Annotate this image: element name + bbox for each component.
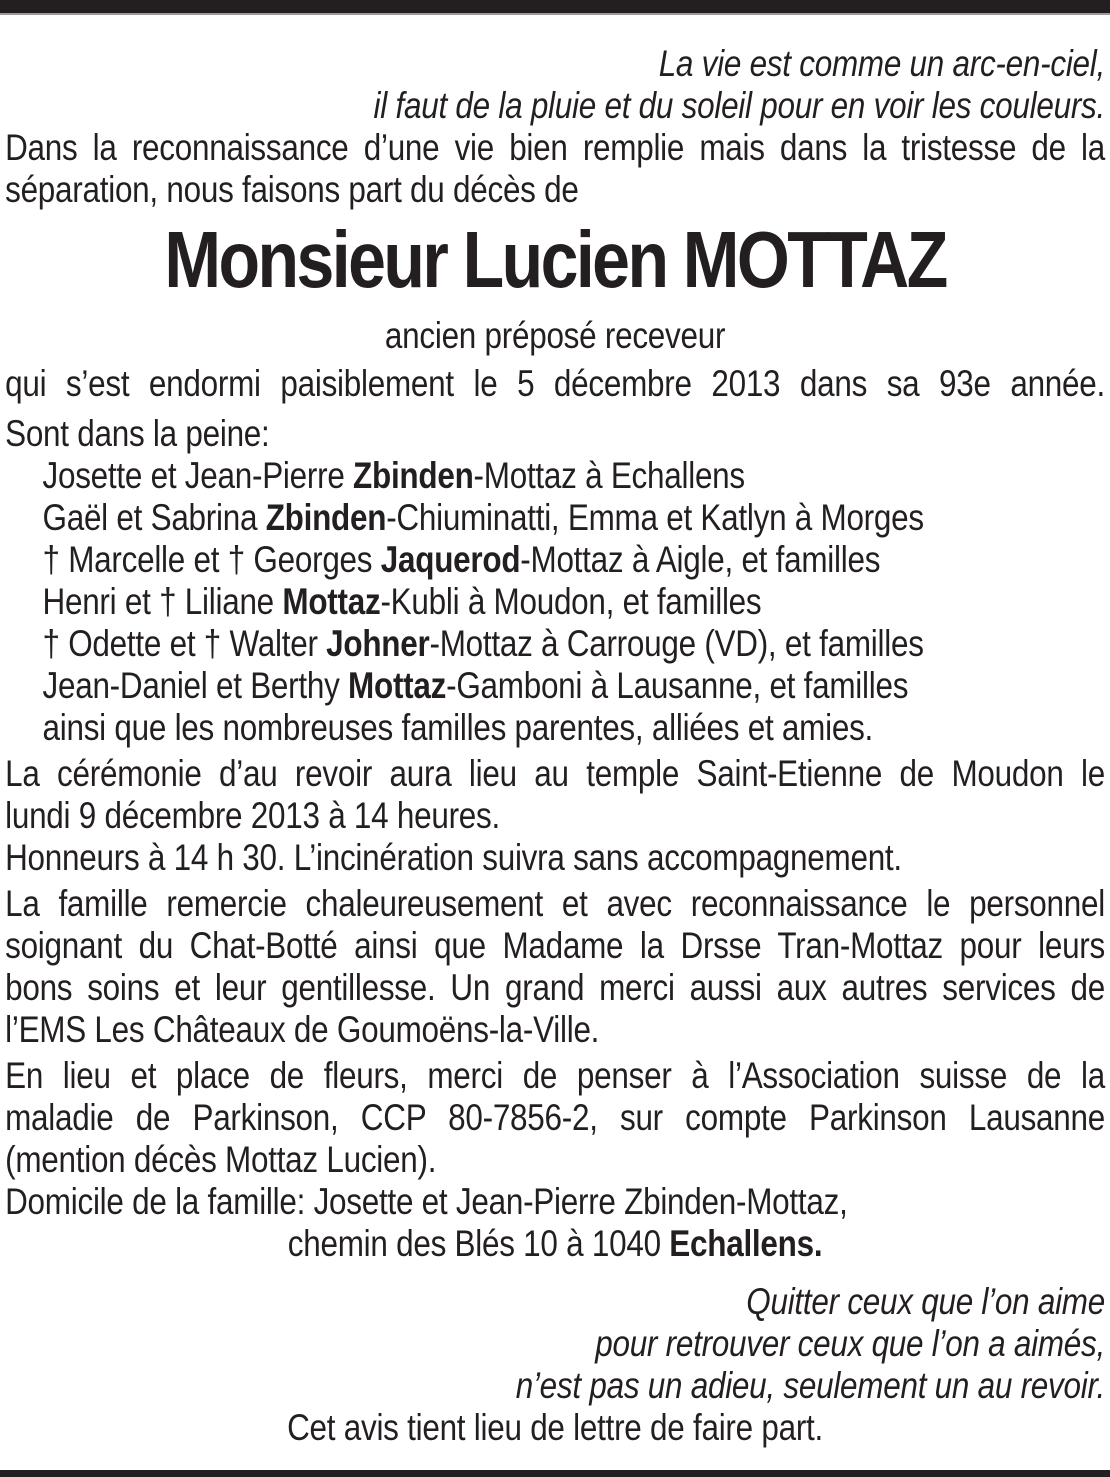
mourner-text: Josette et Jean-Pierre (42, 455, 354, 496)
residence-paragraph (5, 1181, 1105, 1265)
mourner-text: Henri et † Liliane (42, 581, 283, 622)
intro-line: séparation, nous faisons part du décès de (5, 169, 579, 210)
opening-quote (5, 43, 1105, 127)
mourner-family-name: Johner (326, 623, 430, 664)
mourner-line (43, 665, 1106, 707)
mourner-text: Jean-Daniel et Berthy (42, 665, 349, 706)
ceremony-paragraph (5, 753, 1105, 837)
donations-paragraph (5, 1055, 1105, 1181)
top-rule (0, 0, 1110, 15)
mourners-list (5, 455, 1105, 749)
deceased-subtitle: ancien préposé receveur (384, 315, 726, 356)
mourner-family-name: Mottaz (348, 665, 447, 706)
thanks-line: soignant du Chat-Botté ainsi que Madame la Drsse Tran-Mottaz pour leurs (5, 925, 1106, 966)
mourner-text: -Gamboni à Lausanne, et familles (446, 665, 909, 706)
opening-quote-line: il faut de la pluie et du soleil pour en voir les couleurs. (373, 85, 1105, 126)
closing-quote-line: pour retrouver ceux que l’on a aimés, (595, 1323, 1105, 1364)
mourner-family-name: Mottaz (282, 581, 381, 622)
residence-town: Echallens. (669, 1223, 823, 1264)
mourner-line (43, 455, 1106, 497)
intro-line: Dans la reconnaissance d’une vie bien remplie mais dans la tristesse de la (5, 127, 1106, 168)
residence-address-text: chemin des Blés 10 à 1040 (287, 1223, 670, 1264)
closing-quote (5, 1281, 1105, 1407)
honours-line: Honneurs à 14 h 30. L’incinération suivra sans accompagnement. (5, 837, 902, 878)
thanks-line: La famille remercie chaleureusement et avec reconnaissance le personnel (5, 883, 1106, 924)
mourner-line (43, 539, 1106, 581)
mourner-family-name: Zbinden (265, 497, 387, 538)
mourner-text: † Odette et † Walter (42, 623, 327, 664)
mourner-text: ainsi que les nombreuses familles parentes, alliées et amies. (42, 707, 874, 748)
deceased-name-title: Monsieur Lucien MOTTAZ (164, 215, 946, 304)
thanks-line: bons soins et leur gentillesse. Un grand merci aussi aux autres services de (5, 967, 1106, 1008)
mourner-text: -Mottaz à Aigle, et familles (520, 539, 881, 580)
bottom-rule (0, 1470, 1110, 1477)
ceremony-line: La cérémonie d’au revoir aura lieu au temple Saint-Etienne de Moudon le (5, 753, 1106, 794)
closing-line: Cet avis tient lieu de lettre de faire part. (287, 1407, 824, 1448)
opening-quote-line: La vie est comme un arc-en-ciel, (658, 43, 1105, 84)
mourner-line (43, 581, 1106, 623)
mourner-line (43, 497, 1106, 539)
closing-quote-line: Quitter ceux que l’on aime (746, 1281, 1105, 1322)
death-announcement: qui s’est endormi paisiblement le 5 décembre 2013 dans sa 93e année. (5, 363, 1106, 404)
closing-quote-line: n’est pas un adieu, seulement un au revoir. (515, 1365, 1105, 1406)
mourner-text: -Kubli à Moudon, et familles (380, 581, 762, 622)
thanks-paragraph (5, 883, 1105, 1051)
mourner-text: -Chiuminatti, Emma et Katlyn à Morges (386, 497, 924, 538)
residence-line: Domicile de la famille: Josette et Jean-Pierre Zbinden-Mottaz, (5, 1181, 848, 1222)
mourner-text: -Mottaz à Echallens (473, 455, 745, 496)
intro-paragraph (5, 127, 1105, 211)
mourner-line (43, 707, 1106, 749)
mourner-text: † Marcelle et † Georges (42, 539, 381, 580)
death-notice (0, 15, 1110, 1449)
donations-line: En lieu et place de fleurs, merci de penser à l’Association suisse de la (5, 1055, 1106, 1096)
mourner-line (43, 623, 1106, 665)
thanks-line: l’EMS Les Châteaux de Goumoëns-la-Ville. (5, 1009, 600, 1050)
donations-line: maladie de Parkinson, CCP 80-7856-2, sur compte Parkinson Lausanne (5, 1097, 1106, 1138)
donations-line: (mention décès Mottaz Lucien). (5, 1139, 437, 1180)
mourner-text: Gaël et Sabrina (42, 497, 266, 538)
mourner-family-name: Zbinden (353, 455, 474, 496)
mourner-family-name: Jaquerod (380, 539, 521, 580)
ceremony-line: lundi 9 décembre 2013 à 14 heures. (5, 795, 500, 836)
residence-address-line (5, 1223, 1105, 1265)
mourning-heading: Sont dans la peine: (5, 413, 270, 454)
mourner-text: -Mottaz à Carrouge (VD), et familles (429, 623, 924, 664)
